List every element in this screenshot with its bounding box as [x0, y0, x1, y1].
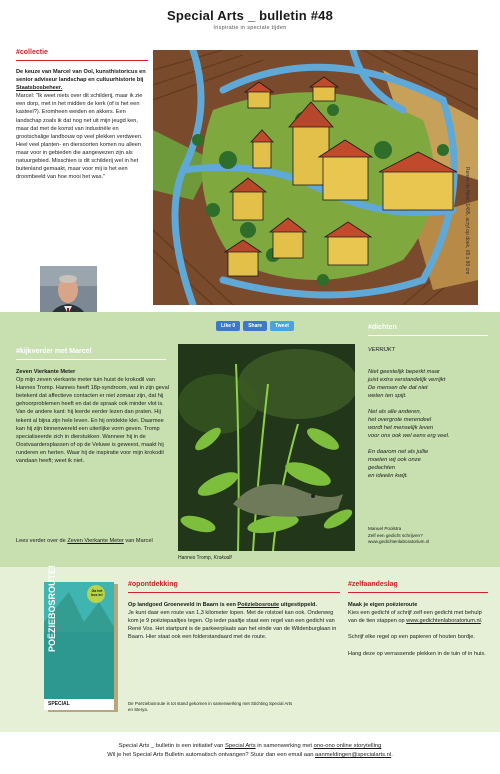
- tag-divider: [348, 592, 488, 593]
- collectie-intro: De keuze van Marcel van Ool, kunsthistoricus en senior adviseur landschap en cultuurhistorie bij: [16, 69, 146, 84]
- zelfaandeslag-p2: Schrijf elke regel op een papieren of houten bordje.: [348, 634, 475, 641]
- kijkverder-body: Op mijn zeven vierkante meter tuin huist de krokodil van Hannes Tromp. Hannes heeft 18p-syndroom, wat in zijn geval betekent dat affectieve contacten er niet zomaar zijn, dat hij gehoorproblemen heeft en dat de spraak ook minder vlot is. Van de andere kant: hij leerde eerder lezen dan praten. Hij tekent al bijna zijn hele leven. En hij ontdekte klei. Daarmee kan hij zijn binnenwereld een uiterlijke vorm geven. Tromp specialiseerde zich in dierstukken. Wanneer hij in de Oostvaardersplassen of op de Veluwe is geweest, maakt hij runderen en herten. Waar hij de inspiratie voor mijn krokodil vandaan heeft; weet ik niet.: [16, 377, 169, 465]
- collectie-text: [16, 68, 148, 181]
- kijkverder-heading: Zeven Vierkante Meter: [16, 369, 76, 375]
- bulletin-header: [0, 0, 500, 42]
- page-subtitle: Inspiratie in speciale tijden: [213, 25, 287, 31]
- zelfaandeslag-p1: Kies een gedicht of schrijf zelf een gedicht met behulp van de tien stappen op: [348, 610, 482, 625]
- tweet-button[interactable]: Tweet: [270, 321, 294, 331]
- photo-caption: [178, 555, 232, 561]
- footer-line-2: Wil je het Special Arts Bulletin automatisch ontvangen? Stuur dan een email aan aanmeldingen@specialarts.nl.: [107, 752, 393, 758]
- poeziebosroute-booklet: [44, 564, 119, 712]
- zelfaandeslag-heading: Maak je eigen poëzieroute: [348, 602, 418, 608]
- footer-line-1: Special Arts _ bulletin is een initiatief van Special Arts in samenwerking met ono-ono online storytelling: [118, 743, 382, 749]
- painting-village-image: [153, 50, 478, 305]
- tag-divider: [16, 60, 148, 61]
- tag-divider: [368, 335, 488, 336]
- readmore-post: van Marcel: [123, 538, 153, 544]
- opontdekking-body: Je kunt daar een route van 1,3 kilometer lopen. Met de rolstoel kan ook. Onderweg kom je 9 poëziepaaltjes tegen. Op ieder paaltje staat een regel van een gedicht van René Vos. Het startpunt is de parkeerplaats aan het einde van de Wildenburglaan in Baarn. Hier staat ook een folderstandaard met de route.: [128, 610, 337, 641]
- page-title: Special Arts _ bulletin #48: [166, 8, 334, 23]
- facebook-like-button[interactable]: Like 0: [216, 321, 240, 331]
- kijkverder-text: [16, 368, 172, 465]
- booklet-title: POËZIEBOSROUTE!: [47, 564, 57, 652]
- opontdekking-heading: Op landgoed Groeneveld in Baarn is een: [128, 602, 238, 608]
- poem: [368, 368, 493, 488]
- booklet-brand: SPECIAL: [48, 701, 70, 707]
- gedichtenlaboratorium-link[interactable]: www.gedichtenlaboratorium.nl: [406, 618, 481, 625]
- collectie-quote: Marcel: "Ik weet niets over dit schilderij, maar ik zie een dorp, met in het midden de kerk (of is het een kasteel?). Eromheen weiden en akkers. Een landschap zoals ik dat nog net uit mijn jeugd ken, maar dat met de komst van industriële en grootschalige landbouw op veel plekken verdween. Heel veel planten- en diersoorten komen nu alleen maar voor in gebieden die aangewezen zijn als natuurgebied. Misschien is dit schilderij wel in het buitenland gemaakt, maar voor mij is het een droombeeld van hoe mooi het was.": [16, 93, 143, 181]
- readmore-pre: Lees verder over de: [16, 538, 68, 544]
- artist-name: Hannes Tromp,: [178, 555, 214, 561]
- ono-ono-link[interactable]: ono-ono online storytelling: [313, 743, 382, 749]
- collectie-section: [0, 42, 500, 312]
- poem-cta: Zelf een gedicht schrijven?: [368, 532, 423, 538]
- poem-stanza-3: En daarom net als jullie moeten wij ook onze gedachten en ideeën kwijt.: [368, 449, 429, 479]
- zeven-vierkante-meter-link[interactable]: Zeven Vierkante Meter: [67, 538, 124, 544]
- poem-signature: [368, 526, 429, 546]
- kijkverder-tag: #kijkverder met Marcel: [16, 348, 92, 355]
- artwork-title: Krokodil: [213, 555, 232, 561]
- opontdekking-text: Op landgoed Groeneveld in Baarn is een Poëziebosroute uitgestippeld. Je kunt daar een route van 1,3 kilometer lopen. Met de rolstoel kan ook. Onderweg kom je 9 poëziepaaltjes tegen. Op ieder paaltje staat een regel van een gedicht van René Vos. Het startpunt is de parkeerplaats aan het einde van de Wildenburglaan in Baarn. Hier staat ook een folderstandaard met de route.: [128, 602, 337, 641]
- dichten-tag: #dichten: [368, 324, 397, 331]
- gedichtenlab-link[interactable]: www.gedichtenlaboratorium.nl: [368, 539, 430, 544]
- footer: [0, 732, 500, 774]
- poem-author: Manuel Poolstra: [368, 526, 402, 531]
- staatsbosbeheer-link[interactable]: Staatsbosbeheer.: [16, 85, 63, 92]
- poem-title: VERRIJKT: [368, 347, 396, 353]
- krokodil-photo: [178, 344, 355, 551]
- kijkverder-dichten-section: [0, 312, 500, 567]
- booklet-badge: Ga het bos in!: [91, 589, 103, 597]
- zelfaandeslag-tag: #zelfaandeslag: [348, 581, 398, 588]
- tag-divider: [16, 359, 166, 360]
- poem-stanza-1: Niet geestelijk beperkt maar juist extra verstandelijk verrijkt De mensen die dat niet weten ten spijt.: [368, 369, 446, 399]
- zelfaandeslag-text: Maak je eigen poëzieroute Kies een gedicht of schrijf zelf een gedicht met behulp van de tien stappen op www.gedichtenlaboratorium.nl. Schrijf elke regel op een papieren of houten bordje. Hang deze op verrassende plekken in de tuin of in huis.: [348, 602, 486, 657]
- painting-credit: Renee de Neef, 1495, acryl op doek, 65 x 80 cm: [464, 167, 470, 275]
- poem-stanza-2: Net als alle anderen, het overgrote merendeel wordt het menselijk leven voor ons ook wel eens erg veel.: [368, 409, 450, 439]
- share-buttons: [216, 321, 294, 331]
- tag-divider: [128, 592, 340, 593]
- zelfaandeslag-p3: Hang deze op verrassende plekken in de tuin of in huis.: [348, 650, 486, 657]
- opontdekking-section: [0, 564, 500, 732]
- collectie-tag: #collectie: [16, 49, 48, 56]
- opontdekking-tag: #opontdekking: [128, 581, 178, 588]
- kijkverder-readmore: [16, 537, 172, 545]
- opontdekking-note: De Poëziebosroute is tot stand gekomen in samenwerking met Stichting Special Arts en Sterya.: [128, 701, 293, 712]
- poeziebosroute-link[interactable]: Poëziebosroute: [237, 602, 280, 608]
- facebook-share-button[interactable]: Share: [243, 321, 267, 331]
- aanmeldingen-email-link[interactable]: aanmeldingen@specialarts.nl: [315, 752, 392, 758]
- special-arts-link[interactable]: Special Arts: [225, 743, 256, 749]
